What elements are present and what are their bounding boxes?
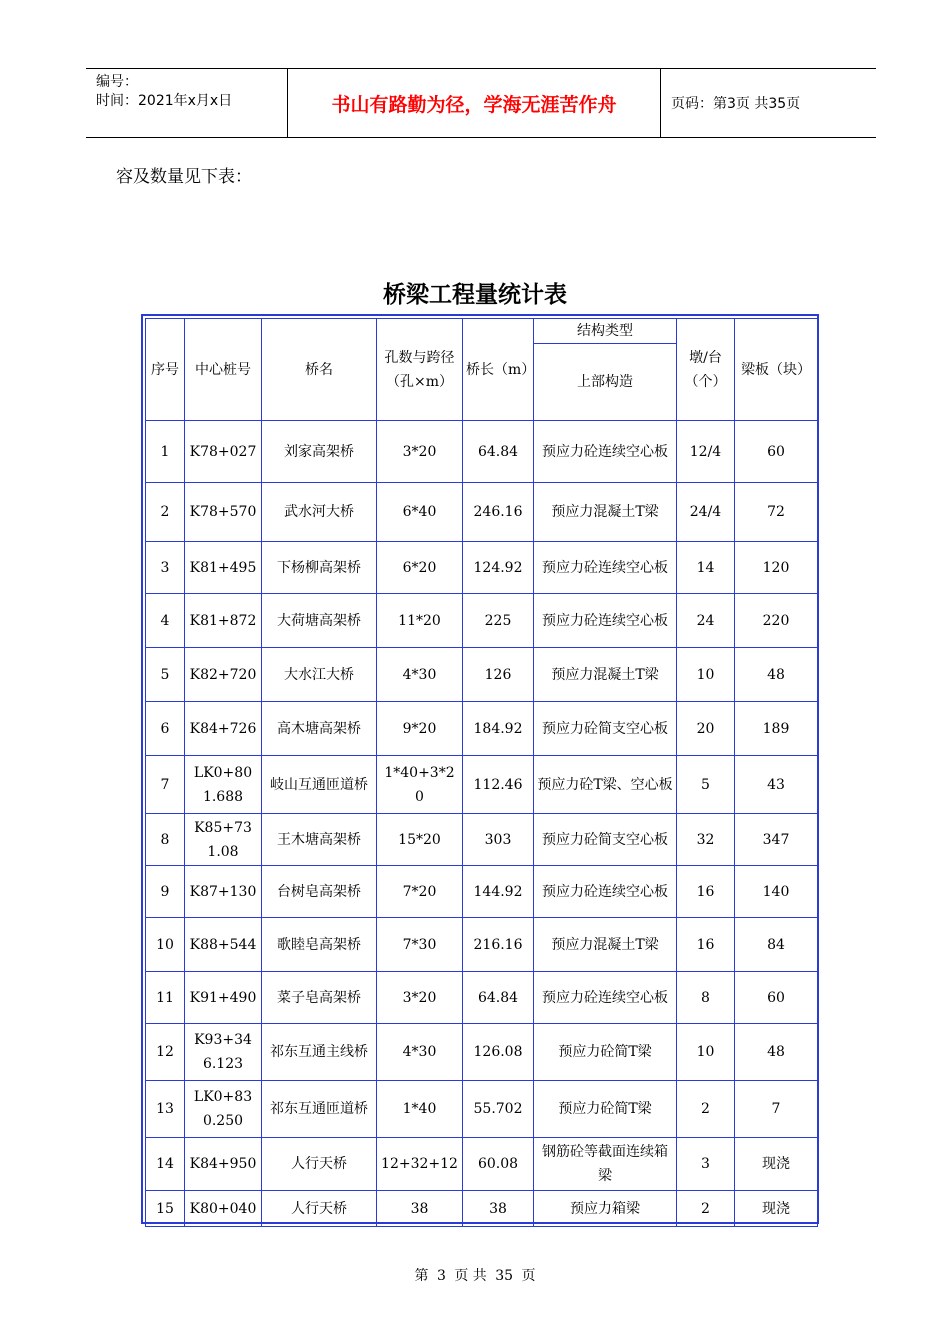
column-header-seq: 序号 <box>146 319 185 421</box>
cell-stake: K93+346.123 <box>185 1024 262 1081</box>
table-row <box>146 866 818 918</box>
cell-slabs: 120 <box>735 542 818 594</box>
cell-seq: 11 <box>146 972 185 1024</box>
table-row <box>146 483 818 542</box>
column-header-length: 桥长（m） <box>463 319 534 421</box>
cell-length: 60.08 <box>463 1138 534 1191</box>
table-row <box>146 1138 818 1191</box>
cell-span: 7*20 <box>377 866 463 918</box>
cell-span: 7*30 <box>377 918 463 972</box>
cell-piers: 12/4 <box>677 421 735 483</box>
column-header-structure: 结构类型 <box>534 319 677 344</box>
cell-slabs: 48 <box>735 648 818 702</box>
cell-seq: 7 <box>146 756 185 814</box>
cell-span: 38 <box>377 1191 463 1227</box>
cell-seq: 10 <box>146 918 185 972</box>
cell-length: 112.46 <box>463 756 534 814</box>
cell-span: 12+32+12 <box>377 1138 463 1191</box>
cell-stake: K91+490 <box>185 972 262 1024</box>
table-row <box>146 972 818 1024</box>
cell-stake: K78+570 <box>185 483 262 542</box>
column-header-slabs: 梁板（块） <box>735 319 818 421</box>
cell-stake: K88+544 <box>185 918 262 972</box>
cell-length: 225 <box>463 594 534 648</box>
cell-stake: K84+950 <box>185 1138 262 1191</box>
cell-stake: LK0+830.250 <box>185 1081 262 1138</box>
cell-piers: 3 <box>677 1138 735 1191</box>
cell-superstructure: 预应力混凝土T梁 <box>534 648 677 702</box>
cell-span: 15*20 <box>377 814 463 866</box>
cell-slabs: 220 <box>735 594 818 648</box>
cell-seq: 3 <box>146 542 185 594</box>
footer-middle: 页 共 <box>454 1268 487 1284</box>
cell-bridge-name: 大荷塘高架桥 <box>262 594 377 648</box>
cell-stake: K81+495 <box>185 542 262 594</box>
cell-piers: 2 <box>677 1191 735 1227</box>
table-body <box>146 421 818 1227</box>
cell-superstructure: 预应力砼简支空心板 <box>534 814 677 866</box>
footer-total-pages: 35 <box>495 1268 514 1284</box>
cell-superstructure: 预应力砼T梁、空心板 <box>534 756 677 814</box>
cell-bridge-name: 下杨柳高架桥 <box>262 542 377 594</box>
footer-prefix: 第 <box>414 1268 429 1284</box>
cell-seq: 13 <box>146 1081 185 1138</box>
cell-seq: 5 <box>146 648 185 702</box>
cell-slabs: 48 <box>735 1024 818 1081</box>
cell-slabs: 84 <box>735 918 818 972</box>
cell-seq: 8 <box>146 814 185 866</box>
cell-slabs: 43 <box>735 756 818 814</box>
intro-text: 容及数量见下表： <box>116 167 252 187</box>
cell-slabs: 60 <box>735 972 818 1024</box>
cell-bridge-name: 高木塘高架桥 <box>262 702 377 756</box>
table-row <box>146 1024 818 1081</box>
cell-seq: 14 <box>146 1138 185 1191</box>
cell-bridge-name: 台树皂高架桥 <box>262 866 377 918</box>
cell-piers: 16 <box>677 866 735 918</box>
cell-length: 126.08 <box>463 1024 534 1081</box>
cell-piers: 24/4 <box>677 483 735 542</box>
table-row <box>146 918 818 972</box>
cell-superstructure: 预应力砼连续空心板 <box>534 594 677 648</box>
table-row <box>146 814 818 866</box>
cell-length: 216.16 <box>463 918 534 972</box>
cell-bridge-name: 武水河大桥 <box>262 483 377 542</box>
cell-bridge-name: 菜子皂高架桥 <box>262 972 377 1024</box>
cell-superstructure: 预应力砼简T梁 <box>534 1024 677 1081</box>
cell-superstructure: 钢筋砼等截面连续箱梁 <box>534 1138 677 1191</box>
cell-superstructure: 预应力砼连续空心板 <box>534 542 677 594</box>
document-time-label: 时间：2021年x月x日 <box>96 93 233 109</box>
cell-span: 4*30 <box>377 648 463 702</box>
cell-piers: 2 <box>677 1081 735 1138</box>
cell-span: 4*30 <box>377 1024 463 1081</box>
cell-seq: 2 <box>146 483 185 542</box>
cell-span: 9*20 <box>377 702 463 756</box>
cell-bridge-name: 人行天桥 <box>262 1191 377 1227</box>
cell-length: 64.84 <box>463 421 534 483</box>
page-header <box>86 68 876 138</box>
table-row <box>146 594 818 648</box>
cell-slabs: 60 <box>735 421 818 483</box>
cell-piers: 14 <box>677 542 735 594</box>
cell-bridge-name: 大水江大桥 <box>262 648 377 702</box>
cell-seq: 1 <box>146 421 185 483</box>
footer-suffix: 页 <box>521 1268 536 1284</box>
cell-stake: K78+027 <box>185 421 262 483</box>
cell-span: 3*20 <box>377 972 463 1024</box>
cell-slabs: 347 <box>735 814 818 866</box>
cell-span: 3*20 <box>377 421 463 483</box>
table-row <box>146 1191 818 1227</box>
cell-stake: K84+726 <box>185 702 262 756</box>
cell-bridge-name: 歌睦皂高架桥 <box>262 918 377 972</box>
cell-slabs: 72 <box>735 483 818 542</box>
column-header-stake: 中心桩号 <box>185 319 262 421</box>
cell-piers: 24 <box>677 594 735 648</box>
header-motto: 书山有路勤为径，学海无涯苦作舟 <box>331 93 617 116</box>
cell-stake: K87+130 <box>185 866 262 918</box>
cell-slabs: 7 <box>735 1081 818 1138</box>
table-row <box>146 1081 818 1138</box>
cell-stake: LK0+801.688 <box>185 756 262 814</box>
cell-slabs: 189 <box>735 702 818 756</box>
page-footer <box>0 1265 950 1285</box>
cell-length: 303 <box>463 814 534 866</box>
cell-stake: K81+872 <box>185 594 262 648</box>
cell-superstructure: 预应力砼连续空心板 <box>534 866 677 918</box>
cell-slabs: 现浇 <box>735 1138 818 1191</box>
cell-superstructure: 预应力混凝土T梁 <box>534 483 677 542</box>
cell-stake: K82+720 <box>185 648 262 702</box>
column-header-name: 桥名 <box>262 319 377 421</box>
cell-superstructure: 预应力砼简支空心板 <box>534 702 677 756</box>
cell-piers: 8 <box>677 972 735 1024</box>
cell-seq: 4 <box>146 594 185 648</box>
cell-length: 246.16 <box>463 483 534 542</box>
cell-span: 6*40 <box>377 483 463 542</box>
cell-slabs: 现浇 <box>735 1191 818 1227</box>
cell-length: 126 <box>463 648 534 702</box>
cell-superstructure: 预应力砼连续空心板 <box>534 421 677 483</box>
cell-piers: 32 <box>677 814 735 866</box>
cell-length: 184.92 <box>463 702 534 756</box>
cell-seq: 9 <box>146 866 185 918</box>
cell-bridge-name: 祁东互通匝道桥 <box>262 1081 377 1138</box>
footer-page-number: 3 <box>436 1268 446 1284</box>
table-title: 桥梁工程量统计表 <box>383 282 567 308</box>
cell-bridge-name: 王木塘高架桥 <box>262 814 377 866</box>
header-page-label: 页码：第3页 共35页 <box>671 96 801 112</box>
cell-stake: K80+040 <box>185 1191 262 1227</box>
cell-length: 144.92 <box>463 866 534 918</box>
cell-seq: 15 <box>146 1191 185 1227</box>
cell-span: 6*20 <box>377 542 463 594</box>
cell-span: 1*40+3*20 <box>377 756 463 814</box>
cell-bridge-name: 人行天桥 <box>262 1138 377 1191</box>
cell-seq: 12 <box>146 1024 185 1081</box>
cell-bridge-name: 岐山互通匝道桥 <box>262 756 377 814</box>
cell-superstructure: 预应力砼简T梁 <box>534 1081 677 1138</box>
cell-piers: 16 <box>677 918 735 972</box>
table-row <box>146 648 818 702</box>
cell-length: 124.92 <box>463 542 534 594</box>
header-meta <box>86 69 286 137</box>
bridge-table-frame <box>141 314 819 1224</box>
cell-stake: K85+731.08 <box>185 814 262 866</box>
document-number-label: 编号： <box>96 74 138 90</box>
cell-superstructure: 预应力箱梁 <box>534 1191 677 1227</box>
bridge-quantity-table <box>145 318 818 1227</box>
cell-piers: 10 <box>677 1024 735 1081</box>
cell-slabs: 140 <box>735 866 818 918</box>
cell-bridge-name: 祁东互通主线桥 <box>262 1024 377 1081</box>
cell-length: 55.702 <box>463 1081 534 1138</box>
column-header-span: 孔数与跨径（孔×m） <box>377 319 463 421</box>
cell-span: 11*20 <box>377 594 463 648</box>
cell-bridge-name: 刘家高架桥 <box>262 421 377 483</box>
table-row <box>146 756 818 814</box>
column-header-piers: 墩/台（个） <box>677 319 735 421</box>
table-row <box>146 702 818 756</box>
cell-seq: 6 <box>146 702 185 756</box>
cell-superstructure: 预应力混凝土T梁 <box>534 918 677 972</box>
column-header-superstructure: 上部构造 <box>534 344 677 421</box>
cell-span: 1*40 <box>377 1081 463 1138</box>
cell-superstructure: 预应力砼连续空心板 <box>534 972 677 1024</box>
cell-length: 38 <box>463 1191 534 1227</box>
cell-length: 64.84 <box>463 972 534 1024</box>
table-row <box>146 421 818 483</box>
cell-piers: 10 <box>677 648 735 702</box>
cell-piers: 5 <box>677 756 735 814</box>
table-row <box>146 542 818 594</box>
cell-piers: 20 <box>677 702 735 756</box>
